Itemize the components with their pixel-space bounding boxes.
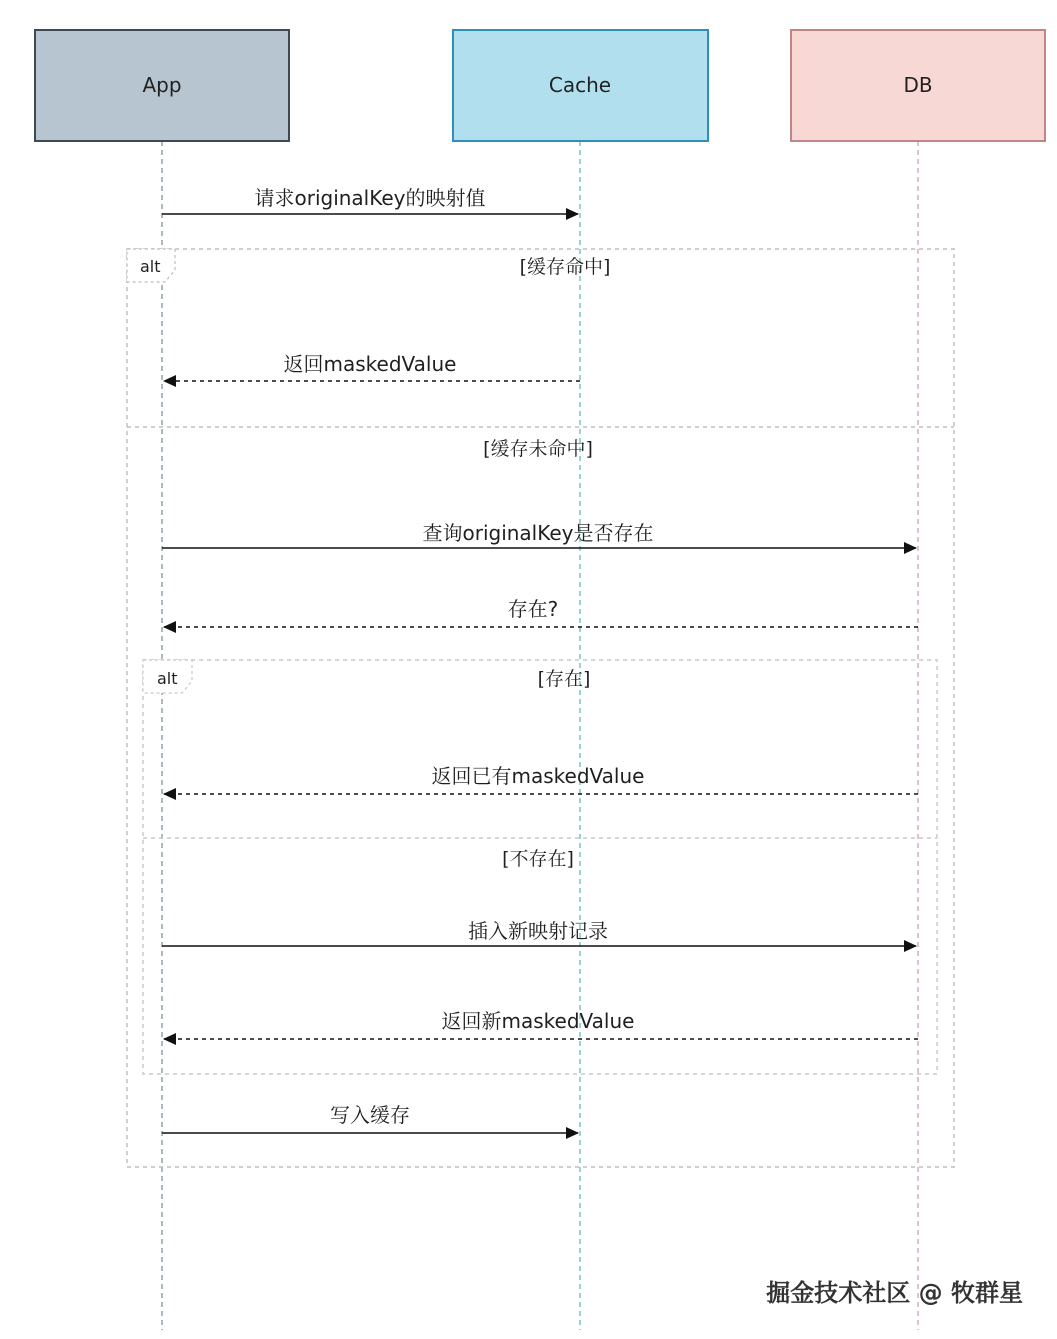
message-exists-question-label: 存在? xyxy=(507,597,559,621)
guard-cache-miss: [缓存未命中] xyxy=(483,438,593,460)
participant-db-label: DB xyxy=(903,73,933,97)
watermark-text: 掘金技术社区 @ 牧群星 xyxy=(766,1279,1023,1307)
message-exists-question xyxy=(164,597,918,627)
alt-frame-outer-tag: alt xyxy=(140,257,161,276)
participant-cache-label: Cache xyxy=(548,73,612,97)
message-insert-mapping xyxy=(162,919,916,946)
guard-not-exists: [不存在] xyxy=(502,848,574,870)
participant-cache xyxy=(453,30,708,141)
participant-app xyxy=(35,30,289,141)
message-return-masked-value xyxy=(164,352,580,381)
guard-exists: [存在] xyxy=(537,668,591,690)
message-return-masked-value-label: 返回maskedValue xyxy=(283,352,457,376)
message-return-new-masked-value xyxy=(164,1009,918,1039)
alt-frame-inner-tag: alt xyxy=(157,669,178,688)
participant-app-label: App xyxy=(142,73,182,97)
message-request-mapping xyxy=(162,186,578,214)
guard-cache-hit: [缓存命中] xyxy=(519,256,611,278)
message-query-exists xyxy=(162,521,916,548)
message-write-cache-label: 写入缓存 xyxy=(330,1103,410,1127)
message-write-cache xyxy=(162,1103,578,1133)
participant-db xyxy=(791,30,1045,141)
message-return-existing-masked-value xyxy=(164,764,918,794)
message-query-exists-label: 查询originalKey是否存在 xyxy=(422,521,654,545)
message-return-existing-masked-value-label: 返回已有maskedValue xyxy=(431,764,645,788)
message-request-mapping-label: 请求originalKey的映射值 xyxy=(254,186,486,210)
message-return-new-masked-value-label: 返回新maskedValue xyxy=(441,1009,635,1033)
message-insert-mapping-label: 插入新映射记录 xyxy=(468,919,608,943)
